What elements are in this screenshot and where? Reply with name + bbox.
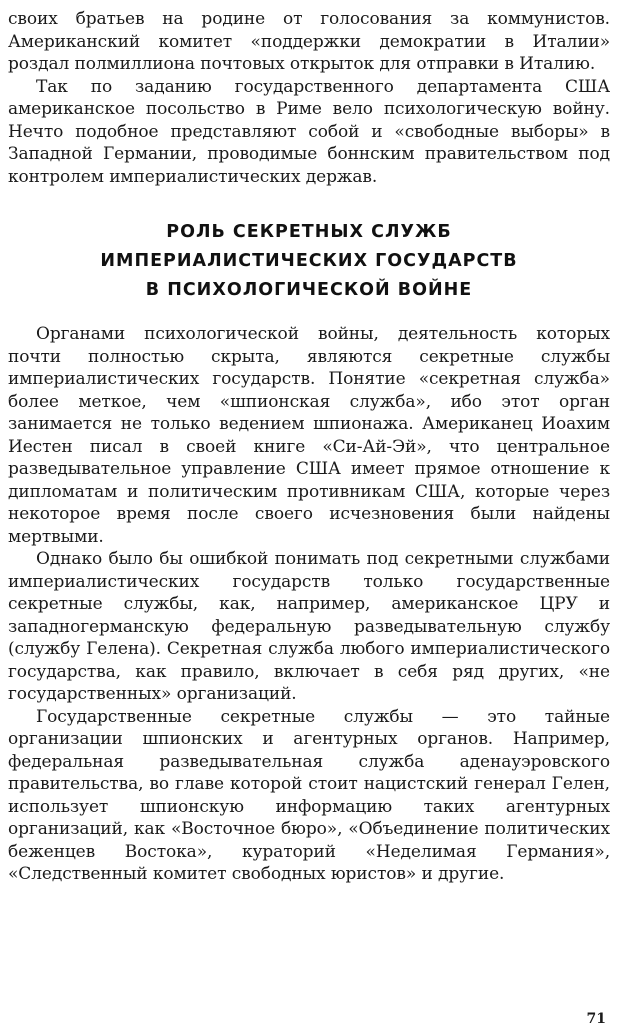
- paragraph-state-secret-services: Государственные секретные службы — это тайные организации шпионских и агентурных органов. Например, федеральная разведывательная служба аденауэровского правительства, во главе которой стоит нацистский генерал Гелен, использует шпионскую информацию таких агентурных организаций, как «Восточное бюро», «Объединение политических беженцев Востока», кураторий «Неделимая Германия», «Следственный комитет свободных юристов» и другие.: [8, 706, 610, 884]
- section-heading: [8, 218, 610, 305]
- section-heading-line-1: РОЛЬ СЕКРЕТНЫХ СЛУЖБ: [166, 222, 452, 242]
- paragraph-continuation: своих братьев на родине от голосования за коммунистов. Американский комитет «поддержки демократии в Италии» роздал полмиллиона почтовых открыток для отправки в Италию.: [8, 9, 610, 74]
- paragraph-secret-services: Органами психологической войны, деятельность которых почти полностью скрыта, являются секретные службы империалистических государств. Понятие «секретная служба» более меткое, чем «шпионская служба», ибо этот орган занимается не только ведением шпионажа. Американец Иоахим Иестен писал в своей книге «Си-Ай-Эй», что центральное разведывательное управление США имеет прямое отношение к дипломатам и политическим противникам США, которые через некоторое время после своего исчезновения были найдены мертвыми.: [8, 324, 610, 547]
- section-heading-line-2: ИМПЕРИАЛИСТИЧЕСКИХ ГОСУДАРСТВ: [100, 251, 518, 271]
- paragraph-mistake: Однако было бы ошибкой понимать под секретными службами империалистических государств только государственные секретные службы, как, например, американское ЦРУ и западногерманскую федеральную разведывательную службу (службу Гелена). Секретная служба любого империалистического государства, как правило, включает в себя ряд других, «не государственных» организаций.: [8, 549, 610, 704]
- page-number: 71: [586, 1011, 606, 1027]
- section-heading-line-3: В ПСИХОЛОГИЧЕСКОЙ ВОЙНЕ: [145, 280, 473, 300]
- paragraph-state-department: Так по заданию государственного департамента США американское посольство в Риме вело психологическую войну. Нечто подобное представляют собой и «свободные выборы» в Западной Германии, проводимые боннским правительством под контролем империалистических держав.: [8, 76, 610, 187]
